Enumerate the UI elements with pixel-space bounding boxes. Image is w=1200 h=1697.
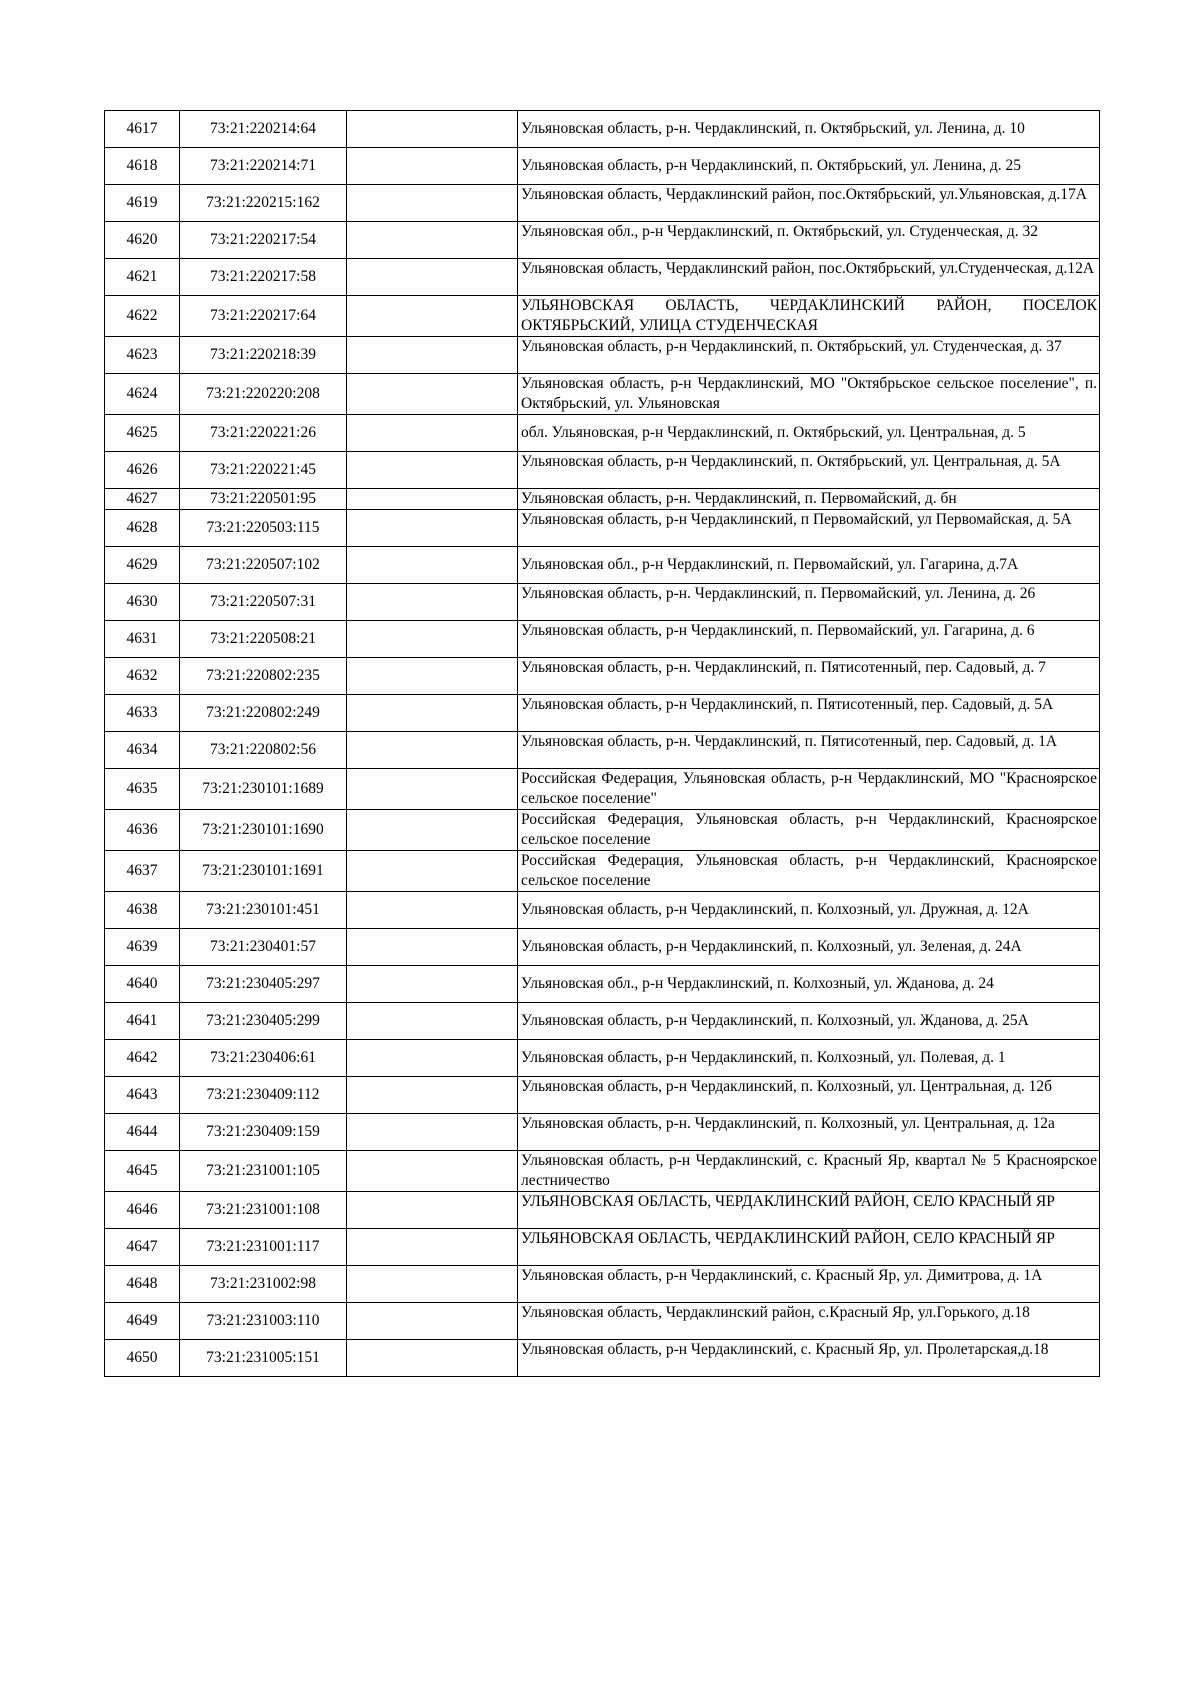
address-cell: Ульяновская обл., р-н Чердаклинский, п. Октябрьский, ул. Студенческая, д. 32 [518,222,1100,259]
table-row [105,415,1100,452]
cadastral-number-cell: 73:21:230406:61 [180,1040,347,1077]
empty-cell [347,732,518,769]
cadastral-number-cell: 73:21:230101:1689 [180,769,347,810]
address-cell: Ульяновская область, р-н Чердаклинский, п. Октябрьский, ул. Студенческая, д. 37 [518,337,1100,374]
table-row [105,892,1100,929]
cadastral-number-cell: 73:21:220217:58 [180,259,347,296]
table-row [105,259,1100,296]
address-cell: Ульяновская область, р-н Чердаклинский, с. Красный Яр, ул. Пролетарская,д.18 [518,1340,1100,1377]
row-number-cell: 4642 [105,1040,180,1077]
empty-cell [347,337,518,374]
table-row [105,1040,1100,1077]
table-row [105,929,1100,966]
table-row [105,584,1100,621]
cadastral-number-cell: 73:21:220802:56 [180,732,347,769]
cadastral-number-cell: 73:21:220221:26 [180,415,347,452]
table-row [105,489,1100,510]
address-cell: обл. Ульяновская, р-н Чердаклинский, п. Октябрьский, ул. Центральная, д. 5 [518,415,1100,452]
empty-cell [347,185,518,222]
table-row [105,851,1100,892]
address-cell: Ульяновская область, р-н. Чердаклинский, п. Октябрьский, ул. Ленина, д. 10 [518,111,1100,148]
empty-cell [347,1340,518,1377]
cadastral-number-cell: 73:21:220214:71 [180,148,347,185]
table-row [105,769,1100,810]
cadastral-number-cell: 73:21:231001:105 [180,1151,347,1192]
address-cell: Ульяновская область, Чердаклинский район, пос.Октябрьский, ул.Студенческая, д.12А [518,259,1100,296]
cadastral-number-cell: 73:21:230405:297 [180,966,347,1003]
empty-cell [347,1192,518,1229]
address-cell: Ульяновская область, р-н Чердаклинский, МО "Октябрьское сельское поселение", п. Октябрьский, ул. Ульяновская [518,374,1100,415]
empty-cell [347,1114,518,1151]
row-number-cell: 4625 [105,415,180,452]
row-number-cell: 4631 [105,621,180,658]
table-row [105,810,1100,851]
table-row [105,1192,1100,1229]
table-body [105,111,1100,1377]
cadastral-number-cell: 73:21:231001:117 [180,1229,347,1266]
empty-cell [347,452,518,489]
address-cell: Ульяновская область, р-н Чердаклинский, п. Колхозный, ул. Центральная, д. 12б [518,1077,1100,1114]
address-cell: Ульяновская область, р-н. Чердаклинский, п. Колхозный, ул. Центральная, д. 12а [518,1114,1100,1151]
address-cell: Ульяновская область, р-н Чердаклинский, п. Колхозный, ул. Зеленая, д. 24А [518,929,1100,966]
row-number-cell: 4643 [105,1077,180,1114]
empty-cell [347,222,518,259]
address-cell: Ульяновская область, р-н Чердаклинский, п. Пятисотенный, пер. Садовый, д. 5А [518,695,1100,732]
address-cell: Ульяновская область, р-н. Чердаклинский, п. Первомайский, ул. Ленина, д. 26 [518,584,1100,621]
row-number-cell: 4647 [105,1229,180,1266]
address-cell: Ульяновская область, р-н Чердаклинский, п. Октябрьский, ул. Ленина, д. 25 [518,148,1100,185]
row-number-cell: 4627 [105,489,180,510]
address-cell: Ульяновская обл., р-н Чердаклинский, п. Первомайский, ул. Гагарина, д.7А [518,547,1100,584]
cadastral-number-cell: 73:21:230401:57 [180,929,347,966]
empty-cell [347,374,518,415]
empty-cell [347,621,518,658]
cadastral-number-cell: 73:21:220508:21 [180,621,347,658]
cadastral-number-cell: 73:21:230409:159 [180,1114,347,1151]
table-row [105,148,1100,185]
row-number-cell: 4644 [105,1114,180,1151]
address-cell: Российская Федерация, Ульяновская область, р-н Чердаклинский, МО "Красноярское сельское поселение" [518,769,1100,810]
row-number-cell: 4628 [105,510,180,547]
address-cell: Ульяновская область, р-н. Чердаклинский, п. Пятисотенный, пер. Садовый, д. 7 [518,658,1100,695]
address-cell: Ульяновская область, р-н. Чердаклинский, п. Первомайский, д. бн [518,489,1100,510]
row-number-cell: 4620 [105,222,180,259]
empty-cell [347,259,518,296]
row-number-cell: 4621 [105,259,180,296]
cadastral-number-cell: 73:21:220221:45 [180,452,347,489]
table-row [105,510,1100,547]
address-cell: Ульяновская область, р-н Чердаклинский, п Первомайский, ул Первомайская, д. 5А [518,510,1100,547]
table-row [105,1151,1100,1192]
empty-cell [347,769,518,810]
row-number-cell: 4641 [105,1003,180,1040]
address-cell: Ульяновская область, р-н Чердаклинский, п. Октябрьский, ул. Центральная, д. 5А [518,452,1100,489]
table-row [105,296,1100,337]
row-number-cell: 4629 [105,547,180,584]
cadastral-number-cell: 73:21:220503:115 [180,510,347,547]
cadastral-number-cell: 73:21:220507:31 [180,584,347,621]
cadastral-number-cell: 73:21:220218:39 [180,337,347,374]
cadastral-number-cell: 73:21:230101:1690 [180,810,347,851]
cadastral-number-cell: 73:21:231005:151 [180,1340,347,1377]
table-row [105,374,1100,415]
row-number-cell: 4640 [105,966,180,1003]
table-row [105,111,1100,148]
cadastral-number-cell: 73:21:220501:95 [180,489,347,510]
empty-cell [347,851,518,892]
row-number-cell: 4645 [105,1151,180,1192]
row-number-cell: 4636 [105,810,180,851]
empty-cell [347,489,518,510]
address-cell: Ульяновская область, Чердаклинский район, с.Красный Яр, ул.Горького, д.18 [518,1303,1100,1340]
address-cell: УЛЬЯНОВСКАЯ ОБЛАСТЬ, ЧЕРДАКЛИНСКИЙ РАЙОН, СЕЛО КРАСНЫЙ ЯР [518,1192,1100,1229]
cadastral-number-cell: 73:21:220217:64 [180,296,347,337]
cadastral-number-cell: 73:21:220802:235 [180,658,347,695]
cadastral-number-cell: 73:21:230101:1691 [180,851,347,892]
row-number-cell: 4648 [105,1266,180,1303]
address-cell: Ульяновская обл., р-н Чердаклинский, п. Колхозный, ул. Жданова, д. 24 [518,966,1100,1003]
table-row [105,1340,1100,1377]
row-number-cell: 4649 [105,1303,180,1340]
cadastral-number-cell: 73:21:220214:64 [180,111,347,148]
row-number-cell: 4622 [105,296,180,337]
row-number-cell: 4623 [105,337,180,374]
row-number-cell: 4635 [105,769,180,810]
row-number-cell: 4632 [105,658,180,695]
address-cell: Ульяновская область, р-н Чердаклинский, с. Красный Яр, ул. Димитрова, д. 1А [518,1266,1100,1303]
cadastral-number-cell: 73:21:231001:108 [180,1192,347,1229]
table-row [105,222,1100,259]
address-cell: УЛЬЯНОВСКАЯ ОБЛАСТЬ, ЧЕРДАКЛИНСКИЙ РАЙОН, СЕЛО КРАСНЫЙ ЯР [518,1229,1100,1266]
empty-cell [347,1266,518,1303]
cadastral-number-cell: 73:21:220220:208 [180,374,347,415]
table-row [105,1077,1100,1114]
row-number-cell: 4637 [105,851,180,892]
address-cell: Ульяновская область, р-н Чердаклинский, п. Колхозный, ул. Жданова, д. 25А [518,1003,1100,1040]
table-row [105,1229,1100,1266]
empty-cell [347,148,518,185]
table-row [105,966,1100,1003]
address-cell: Ульяновская область, Чердаклинский район, пос.Октябрьский, ул.Ульяновская, д.17А [518,185,1100,222]
empty-cell [347,1303,518,1340]
address-cell: Ульяновская область, р-н Чердаклинский, п. Колхозный, ул. Полевая, д. 1 [518,1040,1100,1077]
empty-cell [347,1229,518,1266]
address-cell: Ульяновская область, р-н. Чердаклинский, п. Пятисотенный, пер. Садовый, д. 1А [518,732,1100,769]
cadastral-number-cell: 73:21:231002:98 [180,1266,347,1303]
table-row [105,732,1100,769]
row-number-cell: 4626 [105,452,180,489]
row-number-cell: 4633 [105,695,180,732]
address-cell: Российская Федерация, Ульяновская область, р-н Чердаклинский, Красноярское сельское поселение [518,810,1100,851]
table-row [105,547,1100,584]
row-number-cell: 4630 [105,584,180,621]
table-row [105,658,1100,695]
cadastral-number-cell: 73:21:231003:110 [180,1303,347,1340]
empty-cell [347,695,518,732]
table-row [105,1114,1100,1151]
empty-cell [347,1077,518,1114]
empty-cell [347,584,518,621]
empty-cell [347,1040,518,1077]
row-number-cell: 4617 [105,111,180,148]
row-number-cell: 4624 [105,374,180,415]
cadastral-number-cell: 73:21:220507:102 [180,547,347,584]
cadastral-number-cell: 73:21:230101:451 [180,892,347,929]
cadastral-number-cell: 73:21:230409:112 [180,1077,347,1114]
row-number-cell: 4638 [105,892,180,929]
row-number-cell: 4650 [105,1340,180,1377]
table-row [105,695,1100,732]
row-number-cell: 4634 [105,732,180,769]
empty-cell [347,415,518,452]
row-number-cell: 4639 [105,929,180,966]
row-number-cell: 4646 [105,1192,180,1229]
cadastral-number-cell: 73:21:230405:299 [180,1003,347,1040]
row-number-cell: 4619 [105,185,180,222]
table-row [105,621,1100,658]
table-row [105,1003,1100,1040]
table-row [105,1303,1100,1340]
empty-cell [347,892,518,929]
empty-cell [347,929,518,966]
table-row [105,452,1100,489]
address-cell: Ульяновская область, р-н Чердаклинский, п. Первомайский, ул. Гагарина, д. 6 [518,621,1100,658]
row-number-cell: 4618 [105,148,180,185]
empty-cell [347,111,518,148]
address-cell: Ульяновская область, р-н Чердаклинский, п. Колхозный, ул. Дружная, д. 12А [518,892,1100,929]
empty-cell [347,1151,518,1192]
empty-cell [347,658,518,695]
registry-table [104,110,1100,1377]
empty-cell [347,1003,518,1040]
empty-cell [347,547,518,584]
address-cell: Российская Федерация, Ульяновская область, р-н Чердаклинский, Красноярское сельское поселение [518,851,1100,892]
cadastral-number-cell: 73:21:220217:54 [180,222,347,259]
address-cell: Ульяновская область, р-н Чердаклинский, с. Красный Яр, квартал № 5 Красноярское лестничество [518,1151,1100,1192]
empty-cell [347,966,518,1003]
empty-cell [347,296,518,337]
table-row [105,185,1100,222]
address-cell: УЛЬЯНОВСКАЯ ОБЛАСТЬ, ЧЕРДАКЛИНСКИЙ РАЙОН, ПОСЕЛОК ОКТЯБРЬСКИЙ, УЛИЦА СТУДЕНЧЕСКАЯ [518,296,1100,337]
table-row [105,1266,1100,1303]
cadastral-number-cell: 73:21:220802:249 [180,695,347,732]
cadastral-number-cell: 73:21:220215:162 [180,185,347,222]
empty-cell [347,510,518,547]
empty-cell [347,810,518,851]
table-row [105,337,1100,374]
